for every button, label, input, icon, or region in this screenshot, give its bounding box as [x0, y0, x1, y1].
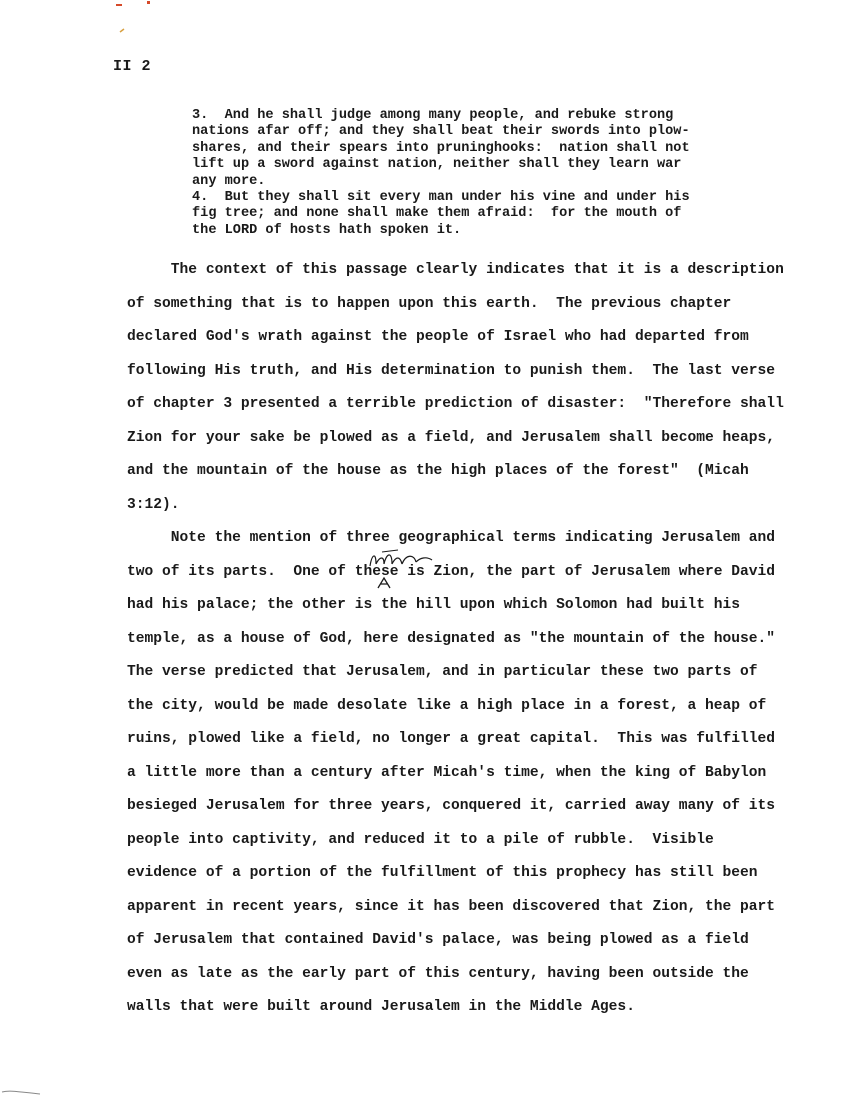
quote-line: shares, and their spears into pruninghooks: nation shall not: [192, 140, 690, 156]
body-line: Zion for your sake be plowed as a field, and Jerusalem shall become heaps,: [127, 429, 776, 446]
stray-ink-marks: [110, 0, 170, 40]
body-line: The context of this passage clearly indicates that it is a description: [127, 262, 784, 278]
page-number: II 2: [113, 58, 152, 75]
red-dot: [147, 1, 150, 4]
body-line: The verse predicted that Jerusalem, and in particular these two parts of: [127, 664, 758, 680]
corner-smudge: [0, 1080, 50, 1100]
quote-line: fig tree; and none shall make them afraid: for the mouth of: [192, 206, 682, 222]
body-line: walls that were built around Jerusalem in the Middle Ages.: [127, 999, 635, 1015]
quote-line: 3. And he shall judge among many people, and rebuke strong: [192, 108, 674, 123]
body-line: people into captivity, and reduced it to a pile of rubble. Visible: [127, 831, 714, 848]
body-line: 3:12).: [127, 496, 180, 513]
body-line: of something that is to happen upon this earth. The previous chapter: [127, 295, 732, 312]
caret-insert-mark: [378, 578, 390, 588]
body-line: of Jerusalem that contained David's palace, was being plowed as a field: [127, 932, 749, 948]
body-line: a little more than a century after Micah's time, when the king of Babylon: [127, 764, 767, 781]
red-mark: [116, 4, 122, 6]
handwritten-crossbar: [382, 550, 398, 552]
body-line: temple, as a house of God, here designated as "the mountain of the house.": [127, 630, 776, 647]
quote-line: the LORD of hosts hath spoken it.: [192, 222, 462, 238]
quote-line: lift up a sword against nation, neither shall they learn war: [192, 157, 682, 173]
annotation-text: Latter: [440, 592, 444, 593]
body-line: the city, would be made desolate like a high place in a forest, a heap of: [127, 697, 767, 714]
body-line: following His truth, and His determination to punish them. The last verse: [127, 362, 776, 379]
body-text: [127, 256, 784, 1027]
body-line: apparent in recent years, since it has been discovered that Zion, the part: [127, 898, 776, 915]
quote-line: any more.: [192, 173, 266, 189]
smudge-stroke: [2, 1091, 40, 1094]
body-line: of chapter 3 presented a terrible prediction of disaster: "Therefore shall: [127, 396, 784, 412]
body-line: ruins, plowed like a field, no longer a great capital. This was fulfilled: [127, 731, 776, 747]
body-line: even as late as the early part of this century, having been outside the: [127, 965, 749, 982]
orange-mark: [120, 29, 124, 32]
body-line: Note the mention of three geographical terms indicating Jerusalem and: [127, 530, 776, 546]
body-line: had his palace; the other is the hill upon which Solomon had built his: [127, 597, 741, 613]
body-line: two of its parts. One of these is Zion, the part of Jerusalem where David: [127, 563, 776, 580]
quote-line: 4. But they shall sit every man under his vine and under his: [192, 190, 690, 206]
body-line: besieged Jerusalem for three years, conquered it, carried away many of its: [127, 798, 776, 814]
handwritten-annotation: [362, 544, 442, 594]
quote-line: nations afar off; and they shall beat their swords into plow-: [192, 124, 690, 140]
body-line: evidence of a portion of the fulfillment of this prophecy has still been: [127, 865, 758, 881]
handwritten-word-stroke: [370, 555, 432, 566]
scripture-quote-block: [192, 108, 732, 239]
body-line: declared God's wrath against the people of Israel who had departed from: [127, 329, 749, 345]
body-line: and the mountain of the house as the high places of the forest" (Micah: [127, 463, 749, 479]
